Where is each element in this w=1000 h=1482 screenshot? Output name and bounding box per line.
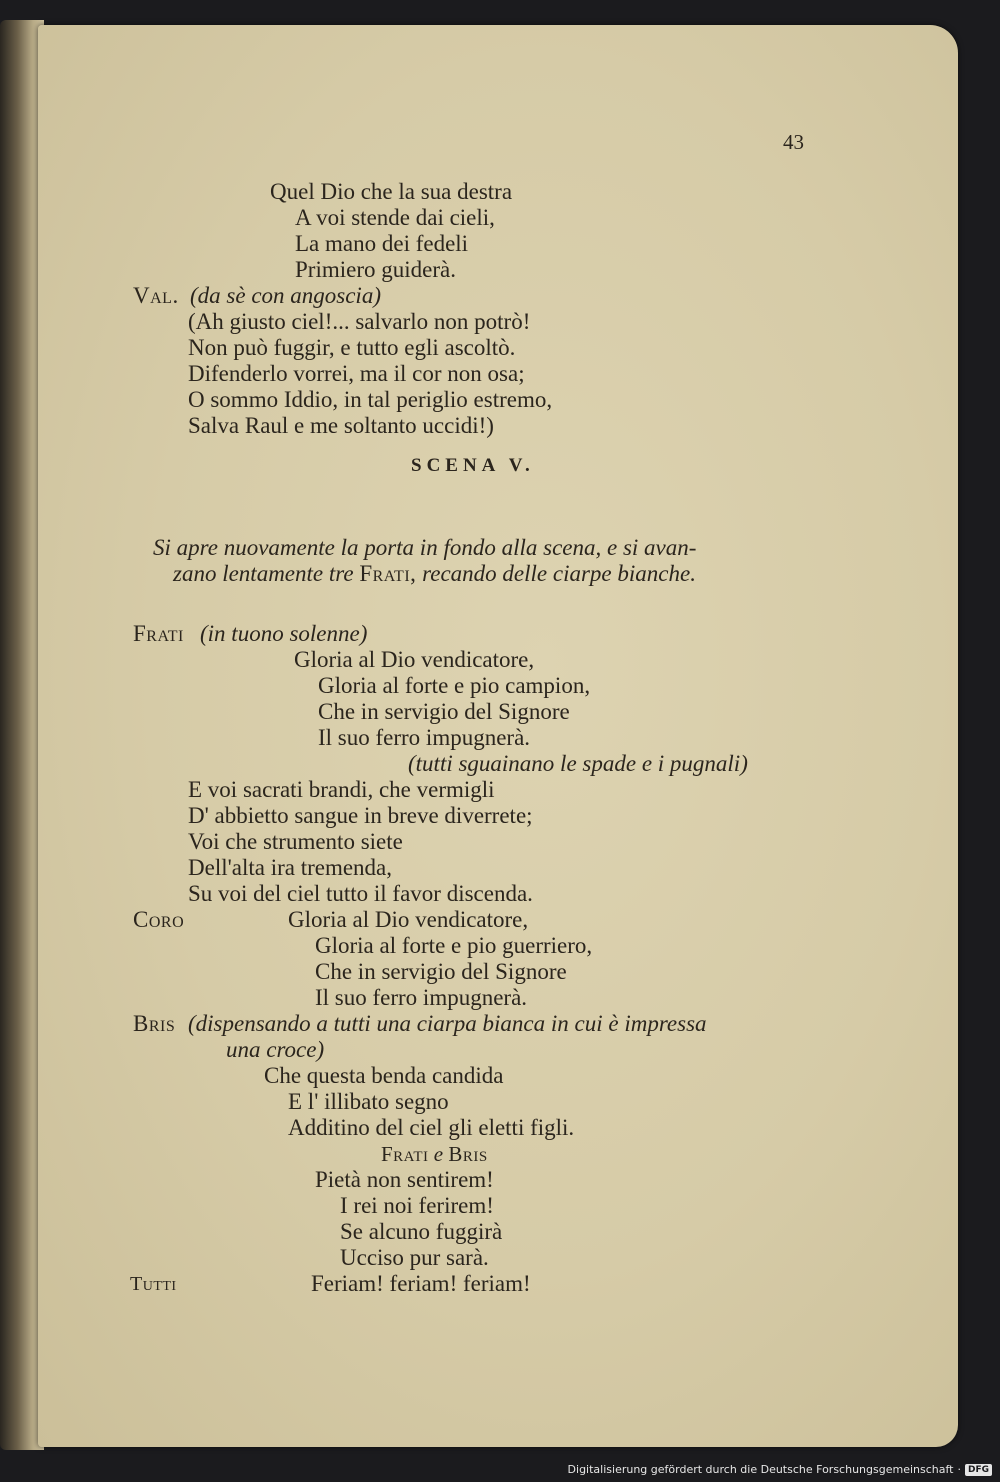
footer-text: Digitalisierung gefördert durch die Deutsche Forschungsgemeinschaft (567, 1463, 954, 1476)
speaker-label: Bris (133, 1011, 176, 1036)
speaker-label: Frati (381, 1142, 429, 1166)
verse-line: Se alcuno fuggirà (340, 1219, 503, 1244)
verse-line: Gloria al forte e pio campion, (318, 673, 591, 698)
verse-line: Che questa benda candida (264, 1063, 504, 1088)
verse-line: Voi che strumento siete (188, 829, 403, 854)
verse-line: Additino del ciel gli eletti figli. (288, 1115, 575, 1140)
stage-direction: una croce) (226, 1037, 325, 1062)
stage-direction-line (173, 561, 696, 587)
verse-line: Primiero guiderà. (295, 257, 456, 282)
scene-heading: SCENA V. (411, 455, 535, 476)
verse-line: Feriam! feriam! feriam! (311, 1271, 531, 1296)
page-number: 43 (783, 130, 804, 154)
verse-line: Il suo ferro impugnerà. (315, 985, 528, 1010)
verse-line: I rei noi ferirem! (340, 1193, 494, 1218)
verse-line: Dell'alta ira tremenda, (188, 855, 393, 880)
verse-line: E voi sacrati brandi, che vermigli (188, 777, 495, 802)
stage-direction: (da sè con angoscia) (190, 283, 381, 308)
stage-direction-text: recando delle ciarpe bianche. (422, 561, 696, 586)
speaker-label: Bris (448, 1142, 488, 1166)
speaker-label: Coro (133, 907, 185, 932)
verse-line: A voi stende dai cieli, (295, 205, 495, 230)
verse-line: Quel Dio che la sua destra (270, 179, 513, 204)
verse-line: Gloria al Dio vendicatore, (288, 907, 529, 932)
dfg-logo-icon: DFG (965, 1464, 992, 1476)
verse-line: Su voi del ciel tutto il favor discenda. (188, 881, 533, 906)
verse-line: Gloria al forte e pio guerriero, (315, 933, 593, 958)
conjunction: e (433, 1142, 444, 1166)
stage-direction: (in tuono solenne) (200, 621, 368, 646)
verse-line: E l' illibato segno (288, 1089, 449, 1114)
verse-line: D' abbietto sangue in breve diverrete; (188, 803, 533, 828)
stage-direction: Si apre nuovamente la porta in fondo alla scena, e si avan- (153, 535, 697, 560)
verse-line: Salva Raul e me soltanto uccidi!) (188, 413, 494, 438)
verse-line: O sommo Iddio, in tal periglio estremo, (188, 387, 553, 412)
verse-line: Che in servigio del Signore (315, 959, 567, 984)
character-name: Frati, (359, 561, 417, 586)
verse-line: Il suo ferro impugnerà. (318, 725, 531, 750)
verse-line: Ucciso pur sarà. (340, 1245, 489, 1270)
verse-line: Che in servigio del Signore (318, 699, 570, 724)
stage-direction: (tutti sguainano le spade e i pugnali) (408, 751, 748, 776)
footer-separator: · (957, 1463, 961, 1476)
verse-line: Gloria al Dio vendicatore, (294, 647, 535, 672)
speaker-group-label (381, 1141, 488, 1167)
stage-direction-text: zano lentamente tre (173, 561, 354, 586)
stage-direction: (dispensando a tutti una ciarpa bianca in cui è impressa (188, 1011, 707, 1036)
verse-line: Pietà non sentirem! (315, 1167, 494, 1192)
verse-line: (Ah giusto ciel!... salvarlo non potrò! (188, 309, 531, 334)
verse-line: Difenderlo vorrei, ma il cor non osa; (188, 361, 525, 386)
verse-line: Non può fuggir, e tutto egli ascoltò. (188, 335, 516, 360)
speaker-label: Tutti (130, 1273, 177, 1295)
speaker-label: Val. (133, 283, 179, 308)
verse-line: La mano dei fedeli (295, 231, 469, 256)
book-page (38, 25, 958, 1447)
digitization-footer (568, 1463, 992, 1476)
speaker-label: Frati (133, 621, 184, 646)
